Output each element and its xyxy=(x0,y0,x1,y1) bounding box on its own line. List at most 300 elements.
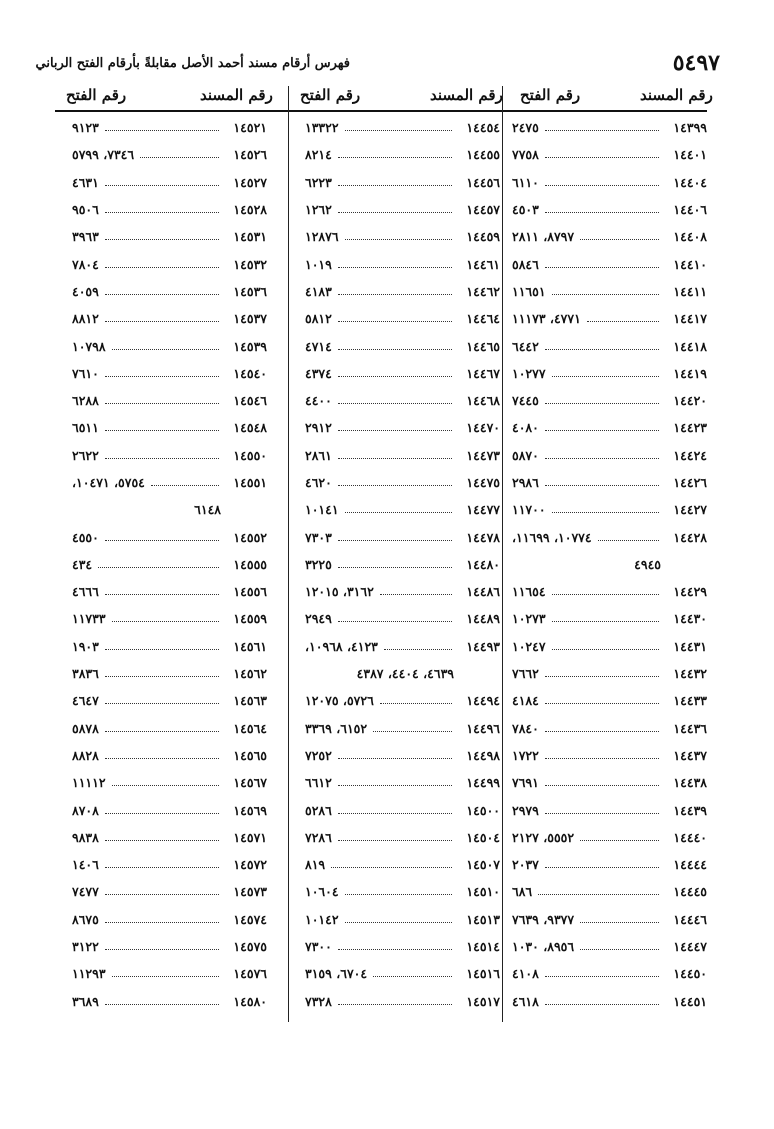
fath-number-cell xyxy=(305,748,454,763)
musnad-number: ١٤٥٧٥ xyxy=(233,939,267,955)
fath-number: ٣٩٦٣ xyxy=(72,229,99,245)
index-entry xyxy=(72,796,267,823)
leader-dots xyxy=(345,233,452,240)
musnad-number: ١٤٤٢٨ xyxy=(673,529,707,545)
musnad-number: ١٤٥٦٣ xyxy=(233,693,267,709)
fath-number: ٣١٦٢، ١٢٠١٥ xyxy=(305,584,374,600)
fath-number-cell xyxy=(305,448,454,463)
index-entry xyxy=(305,141,500,168)
fath-number-cell xyxy=(72,939,221,954)
musnad-number: ١٤٤٥١ xyxy=(673,993,707,1009)
fath-number-cell xyxy=(305,120,454,135)
fath-number: ٧٣٤٦، ٥٧٩٩ xyxy=(72,147,135,163)
leader-dots xyxy=(545,752,659,759)
leader-dots xyxy=(105,233,219,240)
index-entry xyxy=(72,496,267,523)
leader-dots xyxy=(338,315,452,322)
fath-number-cell xyxy=(72,830,221,845)
index-entry xyxy=(72,114,267,141)
index-entry xyxy=(72,878,267,905)
musnad-number: ١٤٥٥٩ xyxy=(233,611,267,627)
fath-number-cell xyxy=(72,994,221,1009)
musnad-number: ١٤٤٧٥ xyxy=(466,475,500,490)
fath-number-cell xyxy=(512,530,661,545)
fath-number: ٧٣٢٨ xyxy=(305,993,332,1009)
fath-number-cell xyxy=(512,147,661,162)
leader-dots xyxy=(338,615,452,622)
fath-number-cell xyxy=(72,202,221,217)
fath-number-cell xyxy=(72,557,221,572)
column-divider-left xyxy=(288,86,289,1022)
fath-number-cell xyxy=(72,530,221,545)
fath-number-cell xyxy=(305,721,454,736)
fath-number-cell xyxy=(72,502,221,517)
index-entry xyxy=(305,933,500,960)
fath-number: ٢٠٣٧ xyxy=(512,857,539,873)
leader-dots xyxy=(552,506,659,513)
column-header-musnad-middle: رقم المسند xyxy=(430,86,503,104)
fath-number-cell xyxy=(305,311,454,326)
musnad-number: ١٤٥٦٥ xyxy=(233,747,267,763)
leader-dots xyxy=(380,697,452,704)
column-header-fath-right: رقم الفتح xyxy=(520,86,581,104)
index-entry xyxy=(305,906,500,933)
musnad-number: ١٤٥٦١ xyxy=(233,638,267,654)
index-entry xyxy=(305,169,500,196)
musnad-number: ١٤٥٨٠ xyxy=(233,993,267,1009)
fath-number: ٤٦٣١ xyxy=(72,174,99,190)
fath-number: ٤١٨٣ xyxy=(305,283,332,299)
fath-number-cell xyxy=(72,611,221,626)
leader-dots xyxy=(580,943,659,950)
fath-number-cell xyxy=(72,175,221,190)
index-entry xyxy=(512,496,707,523)
musnad-number: ١٤٤٧٧ xyxy=(466,502,500,518)
leader-dots xyxy=(105,643,219,650)
index-entry xyxy=(512,715,707,742)
fath-number: ٥٨٧٠ xyxy=(512,447,539,463)
leader-dots xyxy=(105,725,219,732)
fath-number: ٤١٢٣، ١٠٩٦٨، xyxy=(305,638,378,654)
fath-number: ٧٤٧٧ xyxy=(72,884,99,900)
fath-number-cell xyxy=(72,584,221,599)
leader-dots xyxy=(338,151,452,158)
fath-number-cell xyxy=(512,448,661,463)
index-entry xyxy=(305,360,500,387)
index-entry xyxy=(305,715,500,742)
fath-number: ٦٨٦ xyxy=(512,884,533,900)
index-entry xyxy=(512,960,707,987)
index-entry xyxy=(305,551,500,578)
index-entry xyxy=(305,851,500,878)
musnad-number: ١٤٤٧٨ xyxy=(466,529,500,545)
index-entry xyxy=(72,523,267,550)
fath-number-cell xyxy=(512,339,661,354)
musnad-number: ١٤٤١٠ xyxy=(673,256,707,272)
leader-dots xyxy=(105,752,219,759)
fath-number: ٨٧٠٨ xyxy=(72,802,99,818)
fath-number: ٢٦٢٢ xyxy=(72,447,99,463)
leader-dots xyxy=(105,888,219,895)
musnad-number: ١٤٥٤٨ xyxy=(233,420,267,436)
leader-dots xyxy=(98,561,219,568)
leader-dots xyxy=(105,670,219,677)
index-entry xyxy=(512,141,707,168)
musnad-number: ١٤٥٣١ xyxy=(233,229,267,245)
index-entry xyxy=(72,196,267,223)
leader-dots xyxy=(338,479,452,486)
leader-dots xyxy=(105,998,219,1005)
fath-number-cell xyxy=(305,803,454,818)
fath-number: ٨٨١٢ xyxy=(72,311,99,327)
index-entry xyxy=(72,169,267,196)
index-entry xyxy=(72,223,267,250)
page-number: ٥٤٩٧ xyxy=(672,50,720,76)
fath-number-cell xyxy=(305,557,454,572)
fath-number: ٧٦١٠ xyxy=(72,365,99,381)
fath-number: ١٠١٩ xyxy=(305,256,332,272)
index-entry xyxy=(72,960,267,987)
index-entry xyxy=(72,332,267,359)
musnad-number: ١٤٥٧٣ xyxy=(233,884,267,900)
index-entry xyxy=(512,551,707,578)
musnad-number: ١٤٥٦٩ xyxy=(233,802,267,818)
musnad-number: ١٤٤٥٤ xyxy=(466,120,500,136)
leader-dots xyxy=(338,779,452,786)
leader-dots xyxy=(545,779,659,786)
fath-number-cell xyxy=(512,857,661,872)
fath-number: ١٠٦٠٤ xyxy=(305,884,339,900)
musnad-number: ١٤٤٦١ xyxy=(466,256,500,272)
musnad-number: ١٤٥٢٨ xyxy=(233,202,267,218)
leader-dots xyxy=(345,916,452,923)
index-entry xyxy=(512,660,707,687)
fath-number-cell xyxy=(512,311,661,326)
fath-number-cell xyxy=(305,257,454,272)
musnad-number: ١٤٤٥٧ xyxy=(466,202,500,218)
index-entry xyxy=(305,687,500,714)
leader-dots xyxy=(112,779,219,786)
fath-number: ٨٨٢٨ xyxy=(72,747,99,763)
leader-dots xyxy=(545,206,659,213)
leader-dots xyxy=(552,615,659,622)
musnad-number: ١٤٥١٣ xyxy=(466,911,500,927)
fath-number: ٢٩٤٩ xyxy=(305,611,332,627)
fath-number-cell xyxy=(305,420,454,435)
leader-dots xyxy=(545,998,659,1005)
index-column-right xyxy=(512,114,707,1015)
leader-dots xyxy=(105,424,219,431)
leader-dots xyxy=(338,561,452,568)
leader-dots xyxy=(105,834,219,841)
leader-dots xyxy=(105,124,219,131)
fath-number-cell xyxy=(305,147,454,162)
index-entry xyxy=(305,196,500,223)
musnad-number: ١٤٥٠٠ xyxy=(466,802,500,818)
leader-dots xyxy=(373,970,452,977)
musnad-number: ١٤٤٥٦ xyxy=(466,174,500,190)
leader-dots xyxy=(545,179,659,186)
index-entry xyxy=(305,769,500,796)
fath-number-cell xyxy=(512,557,661,572)
musnad-number: ١٤٤٢٠ xyxy=(673,393,707,409)
index-entry xyxy=(512,523,707,550)
leader-dots xyxy=(545,343,659,350)
musnad-number: ١٤٤٠٨ xyxy=(673,229,707,245)
index-entry xyxy=(512,906,707,933)
index-entry xyxy=(305,523,500,550)
fath-number: ٤١٨٤ xyxy=(512,693,539,709)
index-entry xyxy=(72,851,267,878)
fath-number-cell xyxy=(72,366,221,381)
fath-number-cell xyxy=(72,420,221,435)
index-entry xyxy=(72,141,267,168)
index-entry xyxy=(512,169,707,196)
fath-number-cell xyxy=(72,912,221,927)
index-entry xyxy=(305,605,500,632)
fath-number: ٤٦٤٧ xyxy=(72,693,99,709)
index-entry xyxy=(512,442,707,469)
musnad-number: ١٤٤٥٥ xyxy=(466,147,500,163)
fath-number: ١٩٠٣ xyxy=(72,638,99,654)
fath-number: ٥٥٥٢، ٢١٢٧ xyxy=(512,829,575,845)
leader-dots xyxy=(338,943,452,950)
fath-number-cell xyxy=(305,475,454,490)
fath-number: ٤٤٠٠ xyxy=(305,393,332,409)
musnad-number: ١٤٥٣٦ xyxy=(233,283,267,299)
fath-number-cell xyxy=(512,611,661,626)
musnad-number: ١٤٥٤٦ xyxy=(233,393,267,409)
index-entry xyxy=(305,796,500,823)
fath-number: ٦٦١٢ xyxy=(305,775,332,791)
index-entry xyxy=(305,114,500,141)
fath-number: ٥٧٥٤، ١٠٤٧١، xyxy=(72,475,145,490)
index-entry xyxy=(72,387,267,414)
fath-number: ٧٣٠٣ xyxy=(305,529,332,545)
musnad-number: ١٤٥٣٧ xyxy=(233,311,267,327)
musnad-number: ١٤٥٦٤ xyxy=(233,720,267,736)
musnad-number: ١٤٤٧٠ xyxy=(466,420,500,436)
index-entry xyxy=(72,278,267,305)
leader-dots xyxy=(373,725,452,732)
fath-number-cell xyxy=(72,666,221,681)
index-entry xyxy=(72,551,267,578)
musnad-number: ١٤٤٢٣ xyxy=(673,420,707,436)
leader-dots xyxy=(112,970,219,977)
index-entry xyxy=(512,933,707,960)
fath-number: ٧٧٥٨ xyxy=(512,147,539,163)
leader-dots xyxy=(552,588,659,595)
musnad-number: ١٤٤١٩ xyxy=(673,365,707,381)
musnad-number: ١٤٤٦٨ xyxy=(466,393,500,409)
fath-number-cell xyxy=(72,339,221,354)
fath-number-cell xyxy=(512,202,661,217)
musnad-number: ١٤٥١٧ xyxy=(466,993,500,1009)
musnad-number: ١٤٥٦٧ xyxy=(233,775,267,791)
index-entry xyxy=(512,687,707,714)
fath-number: ٦٥١١ xyxy=(72,420,99,436)
fath-number: ٥٨٧٨ xyxy=(72,720,99,736)
fath-number: ٢٩٧٩ xyxy=(512,802,539,818)
leader-dots xyxy=(105,697,219,704)
fath-number-cell xyxy=(72,693,221,708)
fath-number-cell xyxy=(72,284,221,299)
leader-dots xyxy=(105,534,219,541)
index-entry xyxy=(72,360,267,387)
leader-dots xyxy=(580,233,659,240)
leader-dots xyxy=(338,998,452,1005)
fath-number-cell xyxy=(305,966,454,981)
musnad-number: ١٤٤٣٩ xyxy=(673,802,707,818)
musnad-number: ١٤٥١٤ xyxy=(466,939,500,955)
fath-number-cell xyxy=(72,775,221,790)
header-divider xyxy=(55,110,707,112)
fath-number-cell xyxy=(512,966,661,981)
leader-dots xyxy=(105,916,219,923)
fath-number-cell xyxy=(512,994,661,1009)
musnad-number: ١٤٤٦٢ xyxy=(466,283,500,299)
fath-number: ٨٢١٤ xyxy=(305,147,332,163)
fath-number-cell xyxy=(305,666,454,681)
index-entry xyxy=(72,305,267,332)
leader-dots xyxy=(112,343,219,350)
fath-number: ١١٧٣٣ xyxy=(72,611,106,627)
index-entry xyxy=(305,878,500,905)
fath-number-cell xyxy=(512,420,661,435)
fath-number-cell xyxy=(305,884,454,899)
fath-number-cell xyxy=(512,175,661,190)
fath-number: ٢٨٦١ xyxy=(305,447,332,463)
index-entry xyxy=(305,442,500,469)
fath-number: ٢٩٨٦ xyxy=(512,475,539,490)
musnad-number: ١٤٤٥٩ xyxy=(466,229,500,245)
fath-number-cell xyxy=(72,448,221,463)
musnad-number: ١٤٥٥٥ xyxy=(233,556,267,572)
index-entry xyxy=(512,988,707,1015)
musnad-number: ١٤٤٣٢ xyxy=(673,666,707,682)
index-entry xyxy=(512,414,707,441)
musnad-number: ١٤٤٤٧ xyxy=(673,939,707,955)
musnad-number: ١٤٥٧٦ xyxy=(233,966,267,982)
index-entry xyxy=(512,851,707,878)
musnad-number: ١٤٤٣١ xyxy=(673,638,707,654)
index-entry xyxy=(305,496,500,523)
index-entry xyxy=(72,687,267,714)
index-entry xyxy=(72,442,267,469)
musnad-number: ١٤٤٣٧ xyxy=(673,747,707,763)
fath-number: ٤١٠٨ xyxy=(512,966,539,982)
musnad-number: ١٤٥٥٢ xyxy=(233,529,267,545)
musnad-number: ١٤٤١١ xyxy=(673,283,707,299)
fath-number: ٩٨٣٨ xyxy=(72,829,99,845)
index-entry xyxy=(72,250,267,277)
fath-number-cell xyxy=(305,502,454,517)
fath-number-cell xyxy=(305,639,454,654)
index-entry xyxy=(72,660,267,687)
musnad-number: ١٤٤٣٨ xyxy=(673,775,707,791)
fath-number: ٣٨٣٦ xyxy=(72,666,99,682)
index-entry xyxy=(72,988,267,1015)
index-entry xyxy=(72,933,267,960)
musnad-number: ١٤٤٩٨ xyxy=(466,747,500,763)
fath-number-cell xyxy=(305,693,454,708)
leader-dots xyxy=(105,397,219,404)
fath-number-cell xyxy=(72,147,221,162)
leader-dots xyxy=(545,424,659,431)
index-entry xyxy=(72,906,267,933)
index-entry xyxy=(305,578,500,605)
fath-number: ١١٧٠٠ xyxy=(512,502,546,518)
index-entry xyxy=(72,605,267,632)
fath-number: ١٢٦٢ xyxy=(305,202,332,218)
column-divider-right xyxy=(502,86,503,1022)
fath-number: ٢٤٧٥ xyxy=(512,120,539,136)
fath-number-cell xyxy=(305,912,454,927)
fath-number: ٦١٤٨ xyxy=(194,502,221,518)
fath-number: ٤٣٤ xyxy=(72,556,93,572)
leader-dots xyxy=(384,643,452,650)
fath-number-cell xyxy=(512,120,661,135)
musnad-number: ١٤٣٩٩ xyxy=(673,120,707,136)
fath-number-cell xyxy=(72,748,221,763)
fath-number-cell xyxy=(305,611,454,626)
index-entry xyxy=(512,332,707,359)
leader-dots xyxy=(338,807,452,814)
fath-number: ٦١١٠ xyxy=(512,174,539,190)
leader-dots xyxy=(105,206,219,213)
leader-dots xyxy=(338,370,452,377)
fath-number: ٤٩٤٥ xyxy=(634,556,661,572)
fath-number-cell xyxy=(305,284,454,299)
leader-dots xyxy=(545,970,659,977)
musnad-number: ١٤٥٥٦ xyxy=(233,584,267,600)
fath-number-cell xyxy=(512,475,661,490)
index-entry xyxy=(512,196,707,223)
fath-number-cell xyxy=(72,311,221,326)
index-entry xyxy=(305,469,500,496)
leader-dots xyxy=(580,834,659,841)
fath-number: ٧٨٤٠ xyxy=(512,720,539,736)
leader-dots xyxy=(338,343,452,350)
musnad-number: ١٤٥٧٤ xyxy=(233,911,267,927)
fath-number: ٥٧٢٦، ١٢٠٧٥ xyxy=(305,693,374,709)
fath-number-cell xyxy=(512,666,661,681)
leader-dots xyxy=(338,424,452,431)
musnad-number: ١٤٤٣٦ xyxy=(673,720,707,736)
musnad-number: ١٤٤٦٤ xyxy=(466,311,500,327)
fath-number-cell xyxy=(305,994,454,1009)
fath-number: ١٠٢٧٣ xyxy=(512,611,546,627)
fath-number-cell xyxy=(512,721,661,736)
index-entry xyxy=(72,715,267,742)
fath-number-cell xyxy=(512,584,661,599)
musnad-number: ١٤٤٨٠ xyxy=(466,556,500,572)
index-entry xyxy=(305,387,500,414)
index-entry xyxy=(305,660,500,687)
fath-number: ١٠٧٧٤، ١١٦٩٩، xyxy=(512,529,592,545)
index-entry xyxy=(305,960,500,987)
leader-dots xyxy=(105,288,219,295)
leader-dots xyxy=(338,179,452,186)
musnad-number: ١٤٥٣٩ xyxy=(233,338,267,354)
fath-number: ٥٨١٢ xyxy=(305,311,332,327)
index-entry xyxy=(512,250,707,277)
fath-number-cell xyxy=(305,939,454,954)
fath-number: ٨٦٧٥ xyxy=(72,911,99,927)
leader-dots xyxy=(545,725,659,732)
fath-number: ١٠١٤٢ xyxy=(305,911,339,927)
leader-dots xyxy=(552,643,659,650)
